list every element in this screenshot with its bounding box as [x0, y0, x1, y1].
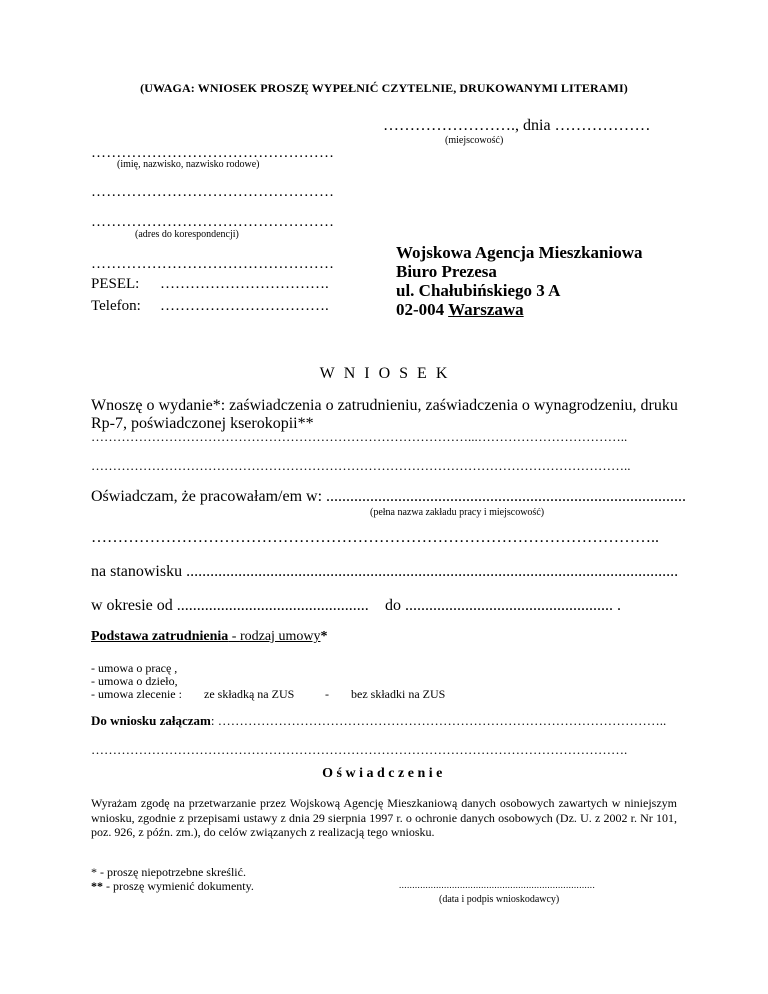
place-date-field[interactable]: ……………………., dnia ………………	[383, 117, 651, 134]
period-to-field[interactable]: do .................................................... .	[385, 597, 621, 614]
footnote-1-mark: *	[91, 865, 97, 879]
workplace-fill[interactable]: ……………………………………………………………………………………………..	[91, 529, 659, 546]
contract-option-mandate[interactable]: - umowa zlecenie :	[91, 687, 182, 701]
place-caption: (miejscowość)	[445, 135, 504, 146]
address-field-2[interactable]: …………………………………………	[91, 214, 335, 230]
request-text: Wnoszę o wydanie*: zaświadczenia o zatrudnieniu, zaświadczenia o wynagrodzeniu, druku Rp-7, poświadczonej kserokopii**	[91, 397, 678, 432]
phone-field[interactable]: …………………………….	[160, 298, 329, 314]
footnote-2	[91, 879, 254, 894]
attachments-line[interactable]	[91, 713, 666, 729]
recipient-line-1: Wojskowa Agencja Mieszkaniowa	[396, 243, 643, 262]
position-field[interactable]: na stanowisku ...........................................................................................................................	[91, 563, 679, 580]
workplace-field[interactable]: Oświadczam, że pracowałam/em w: ..........................................................................................	[91, 488, 687, 505]
signature-caption: (data i podpis wnioskodawcy)	[439, 894, 560, 905]
request-fill-2[interactable]: ……………………………………………………………………………………………………………..	[91, 458, 631, 473]
attachments-dots: : …………………………………………………………………………………………..	[210, 713, 667, 728]
basis-separator: -	[228, 629, 240, 644]
attachments-label: Do wniosku załączam	[91, 713, 211, 728]
footnote-2-mark: **	[91, 879, 103, 893]
postal-code: 02-004	[396, 300, 449, 319]
recipient-address	[396, 243, 643, 319]
contract-option-employment[interactable]: - umowa o pracę ,	[91, 661, 178, 675]
request-fill-1[interactable]: ……………………………………………………………………………...……………………………..	[91, 429, 628, 444]
declaration-text: Wyrażam zgodę na przetwarzanie przez Wojskową Agencję Mieszkaniową danych osobowych zawartych w niniejszym wniosku, zgodnie z przepisami ustawy z dnia 29 sierpnia 1997 r. o ochronie danych osobowych (Dz. U. z 2002 r. Nr 101, poz. 926, z późn. zm.), do celów związanych z realizacją tego wniosku.	[91, 796, 677, 839]
document-title: WNIOSEK	[319, 365, 457, 382]
recipient-line-2: Biuro Prezesa	[396, 262, 497, 281]
footnote-1-text: - proszę niepotrzebne skreślić.	[97, 865, 246, 879]
footnote-1	[91, 865, 246, 880]
period-from-field[interactable]: w okresie od ................................................	[91, 597, 369, 614]
attachments-fill[interactable]: …………………………………………………………………………………………………………….	[91, 742, 628, 757]
recipient-city: Warszawa	[448, 300, 524, 319]
basis-label: Podstawa zatrudnienia	[91, 629, 229, 644]
recipient-line-3: ul. Chałubińskiego 3 A	[396, 281, 561, 300]
notice-heading: (UWAGA: WNIOSEK PROSZĘ WYPEŁNIĆ CZYTELNIE, DRUKOWANYMI LITERAMI)	[140, 81, 628, 95]
address-field-1[interactable]: …………………………………………	[91, 184, 335, 200]
phone-label: Telefon:	[91, 298, 141, 314]
signature-field[interactable]: ..........................................................................	[399, 880, 596, 890]
declaration-title: Oświadczenie	[322, 766, 446, 781]
without-zus-option[interactable]: bez składki na ZUS	[351, 687, 446, 701]
basis-asterisk: *	[320, 629, 328, 644]
recipient-line-4	[396, 300, 643, 319]
name-caption: (imię, nazwisko, nazwisko rodowe)	[117, 159, 260, 170]
employment-basis-heading	[91, 629, 327, 645]
extra-field[interactable]: …………………………………………	[91, 256, 335, 272]
pesel-field[interactable]: …………………………….	[160, 276, 329, 292]
workplace-caption: (pełna nazwa zakładu pracy i miejscowość)	[370, 507, 545, 518]
footnote-2-text: - proszę wymienić dokumenty.	[103, 879, 254, 893]
zus-dash: -	[325, 687, 329, 701]
address-caption: (adres do korespondencji)	[135, 229, 239, 240]
basis-type-label: rodzaj umowy	[239, 629, 321, 644]
with-zus-option[interactable]: ze składką na ZUS	[204, 687, 295, 701]
contract-option-work[interactable]: - umowa o dzieło,	[91, 674, 178, 688]
name-field[interactable]: …………………………………………	[91, 145, 335, 161]
pesel-label: PESEL:	[91, 276, 140, 292]
